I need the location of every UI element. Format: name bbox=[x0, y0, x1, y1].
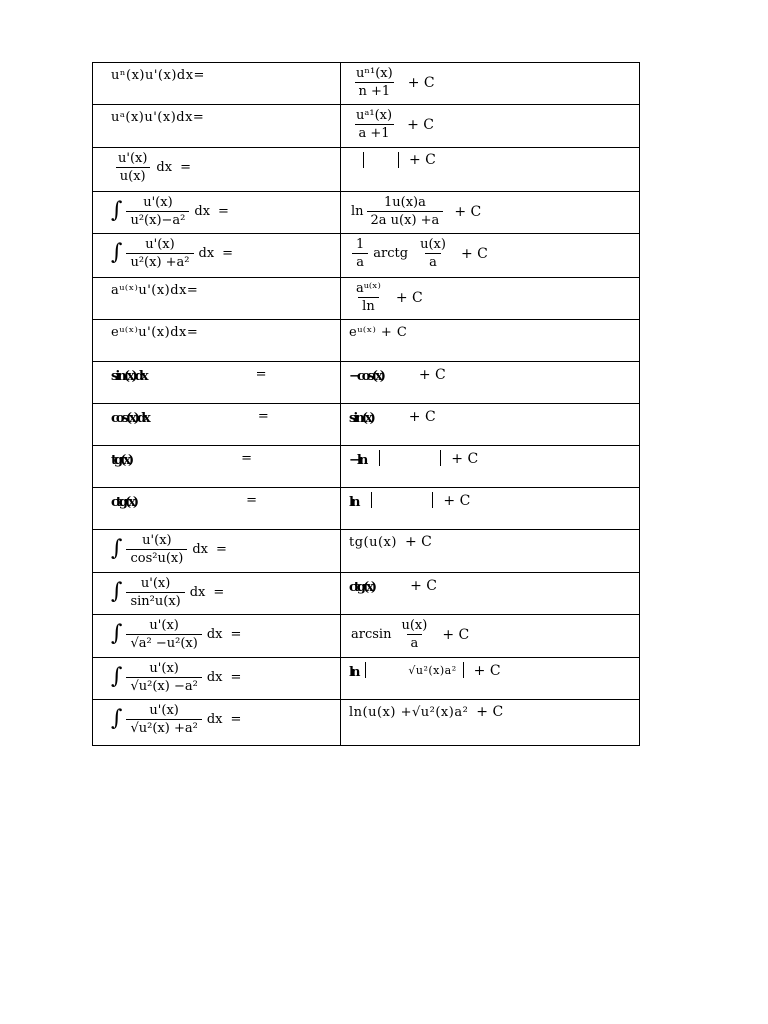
fraction-denominator: sin²u(x) bbox=[126, 592, 184, 608]
plus-c: + C bbox=[410, 577, 437, 594]
function-name: ln bbox=[349, 495, 358, 510]
fraction bbox=[126, 662, 201, 693]
table-row bbox=[93, 404, 640, 446]
formula-cell-left bbox=[93, 573, 341, 615]
right-formula bbox=[341, 278, 639, 313]
equals-sign: = bbox=[222, 246, 234, 261]
left-formula-text: sin(x)dx bbox=[111, 369, 146, 384]
right-formula bbox=[341, 700, 639, 719]
left-formula bbox=[93, 615, 340, 650]
right-formula-text: tg(u(x) bbox=[349, 535, 397, 550]
absolute-value bbox=[361, 152, 401, 168]
right-formula bbox=[341, 234, 639, 269]
left-formula-text: tg(x) bbox=[111, 453, 132, 468]
fraction bbox=[352, 109, 396, 140]
table-row bbox=[93, 362, 640, 404]
formula-cell-right bbox=[341, 148, 640, 192]
formula-cell-right bbox=[341, 362, 640, 404]
right-formula bbox=[341, 615, 639, 650]
abs-bar-left bbox=[379, 450, 380, 466]
fraction bbox=[126, 704, 201, 735]
formula-cell-right bbox=[341, 446, 640, 488]
differential: dx bbox=[206, 627, 223, 642]
function-name: −ln bbox=[349, 453, 366, 468]
left-formula-text: ctg(x) bbox=[111, 495, 137, 510]
table-row bbox=[93, 488, 640, 530]
equals-sign: = bbox=[230, 712, 242, 727]
equals-sign: = bbox=[246, 493, 257, 508]
plus-c: + C bbox=[404, 533, 432, 550]
formula-cell-right bbox=[341, 404, 640, 446]
fraction-numerator: u'(x) bbox=[142, 533, 172, 548]
table-row bbox=[93, 446, 640, 488]
integral-sign: ∫ bbox=[111, 621, 123, 646]
left-formula-text: eᵘ⁽ˣ⁾u'(x)dx= bbox=[111, 325, 199, 340]
left-formula bbox=[93, 278, 340, 297]
fraction bbox=[352, 67, 397, 98]
fraction-numerator: u'(x) bbox=[145, 237, 175, 252]
right-formula bbox=[341, 362, 639, 383]
formula-cell-right bbox=[341, 573, 640, 615]
right-formula bbox=[341, 530, 639, 549]
fraction-numerator: uⁿ¹(x) bbox=[356, 66, 393, 81]
fraction-denominator: √u²(x) +a² bbox=[126, 719, 201, 735]
table-row bbox=[93, 234, 640, 278]
table-row bbox=[93, 105, 640, 148]
abs-bar-right bbox=[440, 450, 441, 466]
integral-sign: ∫ bbox=[111, 706, 123, 731]
formula-cell-left bbox=[93, 446, 341, 488]
left-formula bbox=[93, 234, 340, 269]
differential: dx bbox=[194, 204, 211, 219]
equals-sign: = bbox=[257, 409, 269, 424]
formula-cell-left bbox=[93, 278, 341, 320]
fraction-denominator: n +1 bbox=[355, 82, 395, 98]
right-formula-text: eᵘ⁽ˣ⁾ + C bbox=[349, 325, 408, 340]
equals-sign: = bbox=[213, 585, 225, 600]
formula-cell-right bbox=[341, 63, 640, 105]
plus-c: + C bbox=[443, 492, 471, 509]
fraction bbox=[367, 196, 444, 227]
equals-sign: = bbox=[255, 367, 267, 382]
left-formula-text: cos(x)dx bbox=[111, 411, 148, 426]
formula-cell-left bbox=[93, 362, 341, 404]
fraction-denominator: √u²(x) −a² bbox=[126, 677, 201, 693]
plus-c: + C bbox=[409, 152, 436, 168]
table-row bbox=[93, 63, 640, 105]
left-formula bbox=[93, 658, 340, 693]
left-formula-text: uⁿ(x)u'(x)dx= bbox=[111, 68, 205, 83]
left-formula bbox=[93, 320, 340, 339]
fraction-denominator: u²(x)−a² bbox=[126, 211, 189, 227]
left-formula-text: aᵘ⁽ˣ⁾u'(x)dx= bbox=[111, 283, 199, 298]
differential: dx bbox=[198, 246, 215, 261]
differential: dx bbox=[206, 670, 223, 685]
function-name: ln bbox=[351, 204, 364, 219]
plus-c: + C bbox=[395, 289, 423, 306]
differential: dx bbox=[192, 542, 208, 557]
right-formula-text: −cos(x) bbox=[349, 369, 383, 384]
fraction-numerator: u'(x) bbox=[149, 661, 179, 676]
right-formula bbox=[341, 573, 639, 594]
fraction-denominator: a bbox=[407, 634, 423, 650]
table-row bbox=[93, 658, 640, 700]
formula-cell-left bbox=[93, 530, 341, 573]
plus-c: + C bbox=[454, 203, 482, 220]
formula-cell-left bbox=[93, 488, 341, 530]
fraction bbox=[416, 238, 450, 269]
integral-sign: ∫ bbox=[111, 240, 123, 265]
table-row bbox=[93, 278, 640, 320]
formula-cell-left bbox=[93, 148, 341, 192]
integral-sign: ∫ bbox=[111, 579, 123, 604]
left-formula bbox=[93, 446, 340, 467]
fraction-numerator: uᵃ¹(x) bbox=[356, 108, 393, 123]
fraction-denominator: a bbox=[352, 253, 368, 269]
fraction-denominator: 2a u(x) +a bbox=[367, 211, 444, 227]
left-formula bbox=[93, 362, 340, 383]
formula-cell-left bbox=[93, 234, 341, 278]
integral-sign: ∫ bbox=[111, 536, 123, 561]
table-row bbox=[93, 573, 640, 615]
integral-sign: ∫ bbox=[111, 664, 123, 689]
fraction-denominator: a bbox=[425, 253, 441, 269]
fraction-numerator: aᵘ⁽ˣ⁾ bbox=[356, 281, 381, 296]
formula-cell-right bbox=[341, 278, 640, 320]
abs-bar-right bbox=[398, 152, 399, 168]
formula-cell-right bbox=[341, 700, 640, 746]
absolute-value bbox=[369, 492, 435, 508]
right-formula bbox=[341, 63, 639, 98]
fraction-numerator: u'(x) bbox=[140, 576, 171, 591]
fraction bbox=[114, 152, 151, 183]
left-formula bbox=[93, 488, 340, 509]
absolute-value bbox=[377, 450, 443, 466]
left-formula bbox=[93, 105, 340, 124]
formula-cell-left bbox=[93, 105, 341, 148]
equals-sign: = bbox=[218, 204, 229, 219]
fraction-numerator: u(x) bbox=[420, 237, 446, 252]
formula-cell-left bbox=[93, 404, 341, 446]
right-formula-text: sin(x) bbox=[349, 411, 373, 426]
plus-c: + C bbox=[476, 703, 504, 720]
formula-cell-right bbox=[341, 320, 640, 362]
function-name: arctg bbox=[373, 246, 409, 261]
left-formula bbox=[93, 530, 340, 565]
plus-c: + C bbox=[407, 116, 434, 133]
left-formula-text: uᵃ(x)u'(x)dx= bbox=[111, 110, 205, 125]
right-formula bbox=[341, 105, 639, 140]
fraction bbox=[126, 534, 187, 565]
integral-sign: ∫ bbox=[111, 198, 123, 223]
equals-sign: = bbox=[241, 451, 253, 466]
formula-cell-left bbox=[93, 658, 341, 700]
absolute-value bbox=[363, 662, 465, 678]
formula-cell-right bbox=[341, 105, 640, 148]
right-formula bbox=[341, 446, 639, 467]
table-row bbox=[93, 320, 640, 362]
formula-cell-right bbox=[341, 192, 640, 234]
right-formula bbox=[341, 320, 639, 339]
right-formula bbox=[341, 488, 639, 509]
left-formula bbox=[93, 192, 340, 227]
formula-cell-right bbox=[341, 658, 640, 700]
abs-bar-right bbox=[463, 662, 464, 678]
formula-table bbox=[92, 62, 640, 746]
function-name: arcsin bbox=[351, 627, 392, 642]
table-row bbox=[93, 148, 640, 192]
plus-c: + C bbox=[460, 245, 488, 262]
fraction-numerator: u'(x) bbox=[149, 618, 179, 633]
differential: dx bbox=[189, 585, 206, 600]
formula-cell-left bbox=[93, 615, 341, 658]
fraction-denominator: u(x) bbox=[116, 167, 150, 183]
equals-sign: = bbox=[180, 160, 191, 175]
plus-c: + C bbox=[473, 662, 501, 679]
abs-bar-right bbox=[432, 492, 433, 508]
formula-cell-right bbox=[341, 615, 640, 658]
fraction-numerator: u'(x) bbox=[149, 703, 179, 718]
fraction-numerator: 1u(x)a bbox=[383, 195, 426, 210]
formula-cell-left bbox=[93, 700, 341, 746]
differential: dx bbox=[156, 160, 173, 175]
abs-bar-left bbox=[363, 152, 364, 168]
fraction bbox=[126, 619, 201, 650]
equals-sign: = bbox=[215, 542, 227, 557]
formula-table-body bbox=[93, 63, 640, 746]
fraction bbox=[352, 282, 385, 313]
formula-cell-right bbox=[341, 530, 640, 573]
function-name: ln bbox=[349, 665, 358, 680]
plus-c: + C bbox=[418, 366, 446, 383]
fraction-numerator: u(x) bbox=[401, 618, 428, 633]
formula-cell-left bbox=[93, 192, 341, 234]
abs-bar-left bbox=[365, 662, 366, 678]
fraction bbox=[397, 619, 431, 650]
fraction-numerator: u'(x) bbox=[143, 195, 173, 210]
right-formula-text: ctg(x) bbox=[349, 580, 375, 595]
fraction-numerator: 1 bbox=[356, 237, 365, 252]
plus-c: + C bbox=[451, 450, 479, 467]
right-formula bbox=[341, 658, 639, 679]
left-formula bbox=[93, 404, 340, 425]
fraction-denominator: u²(x) +a² bbox=[126, 253, 193, 269]
formula-cell-right bbox=[341, 234, 640, 278]
fraction-denominator: ln bbox=[358, 297, 379, 313]
formula-cell-left bbox=[93, 320, 341, 362]
equals-sign: = bbox=[230, 670, 242, 685]
table-row bbox=[93, 192, 640, 234]
left-formula bbox=[93, 63, 340, 82]
left-formula bbox=[93, 700, 340, 735]
abs-bar-left bbox=[371, 492, 372, 508]
equals-sign: = bbox=[230, 627, 242, 642]
fraction-denominator: √a² −u²(x) bbox=[126, 634, 201, 650]
table-row bbox=[93, 530, 640, 573]
table-row bbox=[93, 700, 640, 746]
left-formula bbox=[93, 148, 340, 183]
plus-c: + C bbox=[408, 408, 436, 425]
left-formula bbox=[93, 573, 340, 608]
right-formula bbox=[341, 148, 639, 168]
formula-cell-left bbox=[93, 63, 341, 105]
differential: dx bbox=[206, 712, 223, 727]
fraction-numerator: u'(x) bbox=[118, 151, 148, 166]
plus-c: + C bbox=[407, 74, 435, 91]
right-formula bbox=[341, 404, 639, 425]
table-row bbox=[93, 615, 640, 658]
fraction-denominator: cos²u(x) bbox=[126, 549, 187, 565]
formula-cell-right bbox=[341, 488, 640, 530]
fraction bbox=[126, 577, 184, 608]
right-formula bbox=[341, 192, 639, 227]
right-formula-text: ln(u(x) +√u²(x)a² bbox=[349, 705, 469, 720]
plus-c: + C bbox=[442, 626, 470, 643]
fraction bbox=[126, 196, 189, 227]
fraction-denominator: a +1 bbox=[355, 124, 394, 140]
sqrt-term: √u²(x)a² bbox=[408, 663, 457, 677]
fraction bbox=[352, 238, 368, 269]
fraction bbox=[126, 238, 193, 269]
